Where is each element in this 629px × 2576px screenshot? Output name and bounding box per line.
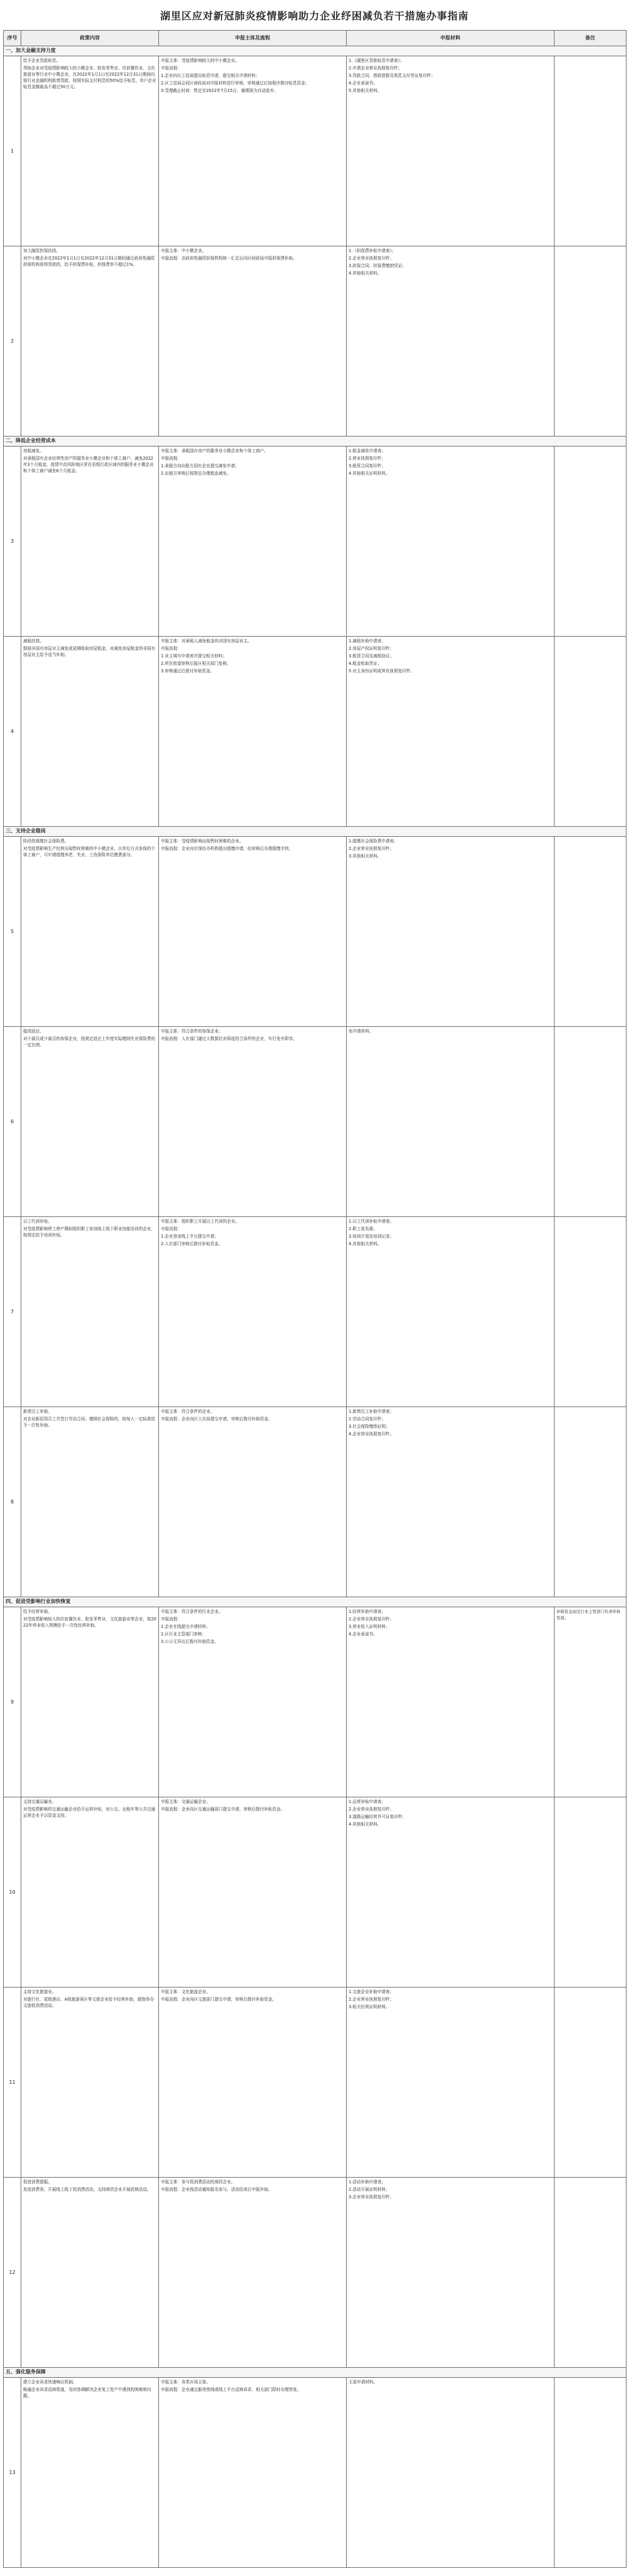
section-heading: 五、强化服务保障: [4, 2368, 626, 2378]
policy-content: [21, 837, 159, 1027]
row-number: 13: [4, 2378, 21, 2568]
row-number: 10: [4, 1797, 21, 1988]
policy-content-line: 对受疫情影响生产经营出现暂时困难的中小微企业、以单位方式参保的个体工商户，可申请缓缴养老、失业、工伤保险单位缴费部分。: [23, 846, 155, 857]
policy-content-line: 新增员工补助。: [23, 1409, 53, 1414]
section-row: [4, 46, 626, 56]
applicant-process: [159, 1217, 347, 1407]
applicant-process: [159, 637, 347, 827]
row-number: 2: [4, 246, 21, 437]
table-row: [4, 447, 626, 637]
application-materials-line: 1.文旅企业补助申请表；: [349, 1989, 394, 1994]
applicant-process-line: 1.承租方向出租方国有企业提交减免申请；: [161, 463, 239, 468]
applicant-process: [159, 447, 347, 637]
application-materials-line: 1.《担保费补贴申请表》；: [349, 248, 396, 253]
application-materials-line: 3.企业营业执照复印件。: [349, 2195, 394, 2200]
table-row: [4, 2378, 626, 2568]
applicant-process: [159, 1988, 347, 2178]
row-number: 8: [4, 1407, 21, 1597]
applicant-process-line: 2.出租方审核后按规定办理租金减免。: [161, 471, 231, 476]
remark: [555, 56, 626, 246]
application-materials: [347, 1407, 555, 1597]
policy-content: [21, 1217, 159, 1407]
application-materials-line: 1.缓缴社会保险费申请表；: [349, 839, 398, 844]
policy-content: [21, 56, 159, 246]
applicant-process-line: 申报主体：组织职工开展以工代训的企业。: [161, 1219, 240, 1224]
applicant-process: [159, 1797, 347, 1988]
policy-content-line: 鼓励非国有房屋业主减免或延期收取房屋租金，对减免房屋租金的非国有房屋业主给予适当补助。: [23, 646, 155, 657]
policy-content: [21, 2178, 159, 2368]
table-row: [4, 1607, 626, 1797]
section-row: [4, 1597, 626, 1607]
applicant-process-line: 申报流程：: [161, 1226, 182, 1231]
applicant-process-line: 申报主体：符合条件的企业。: [161, 1409, 215, 1414]
applicant-process-line: 申报主体：各类市场主体。: [161, 2380, 211, 2385]
application-materials: [347, 1797, 555, 1988]
row-number: 1: [4, 56, 21, 246]
applicant-process-line: 3.公示无异议后拨付补助资金。: [161, 1639, 219, 1644]
applicant-process-line: 申报流程：: [161, 1617, 182, 1622]
application-materials-line: 1.以工代训补贴申请表；: [349, 1219, 394, 1224]
application-materials-line: 3.培训计划及培训记录；: [349, 1234, 394, 1239]
application-materials-line: 4.企业营业执照复印件。: [349, 1432, 394, 1437]
policy-content-line: 帮助企业对受疫情影响较大的小微企业、批发零售业、住宿餐饮业、文化旅游业等行业中小微企业，在2022年1月1日至2022年12月31日期间向银行业金融机构新增贷款，按照实际支付利息的50%给予贴息，单户企业贴息金额最高不超过50万元。: [23, 66, 156, 89]
header-materials: 申报材料: [347, 31, 555, 46]
application-materials-line: 1.活动补助申请表；: [349, 2179, 386, 2185]
applicant-process-line: 申报主体：符合条件的行业企业。: [161, 1609, 223, 1614]
row-number: 6: [4, 1027, 21, 1217]
applicant-process-line: 申报流程：: [161, 646, 182, 651]
application-materials-line: 免申请材料。: [349, 1029, 374, 1034]
application-materials-line: 1.运营补贴申请表；: [349, 1799, 386, 1804]
applicant-process: [159, 246, 347, 437]
applicant-process-line: 申报主体：文化旅游企业。: [161, 1989, 211, 1994]
applicant-process-line: 申报流程：企业向区人社局提交申请，审核后拨付补助资金。: [161, 1417, 273, 1422]
applicant-process-line: 2.区行业主管部门审核；: [161, 1632, 207, 1637]
applicant-process-line: 申报流程：由政府性融资担保机构统一汇总后向区财政局申报担保费补贴。: [161, 256, 297, 261]
application-materials-line: 无需申请材料。: [349, 2380, 378, 2385]
row-number: 9: [4, 1607, 21, 1797]
table-row: [4, 1797, 626, 1988]
policy-content-line: 对承租国有企业经营性房产的服务业小微企业和个体工商户，减免2022年3个月租金，疫情中高风险地区所在县级行政区域内的服务业小微企业和个体工商户减免6个月租金。: [23, 456, 154, 473]
application-materials-line: 3.营业收入证明材料；: [349, 1624, 390, 1629]
policy-content-line: 给予企业贷款贴息。: [23, 58, 61, 63]
application-materials-line: 4.企业承诺书。: [349, 1632, 377, 1637]
header-num: 序号: [4, 31, 21, 46]
application-materials-line: 4.其他相关证明材料。: [349, 471, 390, 476]
table-row: [4, 637, 626, 827]
policy-content-line: 给予经营补助。: [23, 1609, 53, 1614]
policy-content: [21, 246, 159, 437]
policy-content-line: 促进消费提振。: [23, 2179, 53, 2185]
section-heading: 一、加大金融支持力度: [4, 46, 626, 56]
remark: [555, 1217, 626, 1407]
remark: [555, 1797, 626, 1988]
policy-table: [3, 30, 626, 2568]
application-materials: [347, 1027, 555, 1217]
policy-content: [21, 1027, 159, 1217]
applicant-process-line: 申报主体：符合条件的参保企业。: [161, 1029, 223, 1034]
policy-content: [21, 1797, 159, 1988]
remark: [555, 2378, 626, 2568]
policy-content-line: 阶段性缓缴社会保险费。: [23, 839, 69, 844]
policy-content-line: 以工代训补贴。: [23, 1219, 53, 1224]
applicant-process: [159, 1027, 347, 1217]
table-row: [4, 1217, 626, 1407]
application-materials-line: 1.《湖里区贷款贴息申请表》；: [349, 58, 404, 63]
table-row: [4, 1988, 626, 2178]
application-materials-line: 2.职工花名册；: [349, 1226, 377, 1231]
remark: [555, 1607, 626, 1797]
applicant-process-line: 2.区工信局会同区财政局对申报材料进行审核，审核通过后按程序拨付贴息资金；: [161, 81, 310, 86]
applicant-process-line: 2.所在街道审核后报区相关部门复核；: [161, 661, 231, 666]
applicant-process-line: 3.受理截止时间：暂定至2022年7月15日，逾期视为自动放弃。: [161, 88, 279, 93]
application-materials-line: 2.申请企业营业执照复印件；: [349, 66, 402, 71]
policy-content: [21, 447, 159, 637]
table-row: [4, 1027, 626, 1217]
table-row: [4, 837, 626, 1027]
remark: [555, 246, 626, 437]
application-materials-line: 1.经营补助申请表；: [349, 1609, 386, 1614]
policy-content: [21, 1607, 159, 1797]
application-materials-line: 2.企业营业执照复印件；: [349, 256, 394, 261]
application-materials-line: 5.业主身份证明或营业执照复印件。: [349, 669, 415, 674]
applicant-process-line: 申报主体：交通运输企业。: [161, 1799, 211, 1804]
remark: [555, 1988, 626, 2178]
applicant-process-line: 1.企业向区工信局提出贴息申请，提交相关申请材料；: [161, 73, 260, 78]
applicant-process: [159, 56, 347, 246]
application-materials: [347, 1607, 555, 1797]
policy-content-line: 对旅行社、星级酒店、A级旅游景区等文旅企业给予经营补助，鼓励举办文旅促消费活动。: [23, 1997, 154, 2008]
application-materials-line: 2.企业营业执照复印件；: [349, 846, 394, 851]
policy-content-line: 建立企业诉求快速响应机制。: [23, 2380, 77, 2385]
applicant-process-line: 3.审核通过后拨付补助资金。: [161, 669, 215, 674]
policy-content-line: 房租减免。: [23, 448, 44, 453]
application-materials: [347, 1988, 555, 2178]
section-row: [4, 827, 626, 837]
application-materials-line: 1.租金减免申请表；: [349, 448, 386, 453]
application-materials: [347, 56, 555, 246]
application-materials-line: 2.房屋产权证明复印件；: [349, 646, 394, 651]
policy-content: [21, 637, 159, 827]
application-materials-line: 3.其他相关材料。: [349, 854, 382, 859]
applicant-process: [159, 1607, 347, 1797]
remark: [555, 1027, 626, 1217]
section-row: [4, 2368, 626, 2378]
application-materials-line: 3.担保合同、担保费缴纳凭证；: [349, 263, 407, 268]
remark: [555, 1407, 626, 1597]
header-process: 申报主体及流程: [159, 31, 347, 46]
applicant-process-line: 申报流程：企业向区文旅部门提交申请，审核后拨付补助资金。: [161, 1997, 277, 2002]
table-row: [4, 246, 626, 437]
policy-content-line: 对受疫情影响的交通运输企业给予运营补贴，对公交、出租车等公共交通运营企业予以资金支持。: [23, 1807, 155, 1818]
document-title: 湖里区应对新冠肺炎疫情影响助力企业纾困减负若干措施办事指南: [160, 9, 469, 22]
application-materials-line: 2.活动开展证明材料；: [349, 2187, 390, 2192]
policy-content-line: 对企业新招用员工并签订劳动合同、缴纳社会保险的，按每人一定标准给予一次性补助。: [23, 1417, 155, 1428]
application-materials-line: 4.其他相关材料。: [349, 1241, 382, 1246]
applicant-process: [159, 2178, 347, 2368]
row-number: 4: [4, 637, 21, 827]
remark: [555, 637, 626, 827]
application-materials-line: 4.其他相关材料。: [349, 271, 382, 276]
application-materials: [347, 2178, 555, 2368]
policy-content-line: 对受疫情影响停工停产期间组织职工参加线上线下职业技能培训的企业，按规定给予培训补贴。: [23, 1226, 155, 1238]
application-materials-line: 2.营业执照复印件；: [349, 456, 386, 461]
application-materials-line: 3.相关经营证明材料。: [349, 2004, 390, 2009]
application-materials-line: 3.租赁合同及减租协议；: [349, 654, 394, 659]
policy-content-line: 加大融资担保扶持。: [23, 248, 61, 253]
section-heading: 三、支持企业稳岗: [4, 827, 626, 837]
section-row: [4, 437, 626, 447]
application-materials: [347, 447, 555, 637]
header-policy: 政策内容: [21, 31, 159, 46]
applicant-process-line: 申报主体：参与促消费活动的商贸企业。: [161, 2179, 235, 2185]
application-materials-line: 4.企业承诺书；: [349, 81, 377, 86]
policy-content-line: 稳岗返还。: [23, 1029, 44, 1034]
applicant-process-line: 申报主体：对承租人减免租金的非国有房屋业主。: [161, 639, 252, 644]
policy-content-line: 支持文化旅游业。: [23, 1989, 56, 1994]
application-materials-line: 4.租金收取凭证；: [349, 661, 382, 666]
applicant-process-line: 申报流程：企业按活动通知报名参与，活动结束后申报补助。: [161, 2187, 273, 2192]
application-materials-line: 3.租赁合同复印件；: [349, 463, 386, 468]
applicant-process-line: 申报主体：承租国有房产的服务业小微企业和个体工商户。: [161, 448, 268, 453]
policy-content-line: 支持交通运输业。: [23, 1799, 56, 1804]
row-number: 11: [4, 1988, 21, 2178]
policy-content: [21, 1407, 159, 1597]
applicant-process-line: 申报主体：受疫情影响出现暂时困难的企业。: [161, 839, 243, 844]
application-materials-line: 4.其他相关材料。: [349, 1822, 382, 1827]
applicant-process-line: 2.人社部门审核后拨付补贴资金。: [161, 1241, 223, 1246]
policy-content: [21, 2378, 159, 2568]
application-materials-line: 1.减租补助申请表；: [349, 639, 386, 644]
application-materials-line: 1.新增员工补助申请表；: [349, 1409, 394, 1414]
policy-content-line: 畅通企业诉求反映渠道，及时协调解决企业复工复产中遇到的困难和问题。: [23, 2387, 151, 2398]
table-header-row: [4, 31, 626, 46]
policy-content-line: 减租扶持。: [23, 639, 44, 644]
remark: [555, 837, 626, 1027]
row-number: 3: [4, 447, 21, 637]
application-materials-line: 2.企业营业执照复印件；: [349, 1617, 394, 1622]
section-heading: 二、降低企业经营成本: [4, 437, 626, 447]
application-materials-line: 3.道路运输经营许可证复印件；: [349, 1814, 407, 1819]
policy-content-line: 对受疫情影响较大的住宿餐饮业、批发零售业、文化旅游业等企业，按2022年营业收入规模给予一次性经营补助。: [23, 1617, 156, 1628]
applicant-process: [159, 2378, 347, 2568]
remark: [555, 2178, 626, 2368]
policy-content-line: 对中小微企业在2022年1月1日至2022年12月31日期间通过政府性融资担保机构获得贷款的，给予担保费补贴，担保费率不超过1%。: [23, 256, 155, 267]
application-materials-line: 5.其他相关材料。: [349, 88, 382, 93]
section-heading: 四、促进受影响行业加快恢复: [4, 1597, 626, 1607]
application-materials-line: 2.劳动合同复印件；: [349, 1417, 386, 1422]
header-remark: 备注: [555, 31, 626, 46]
row-number: 5: [4, 837, 21, 1027]
policy-content: [21, 1988, 159, 2178]
application-materials: [347, 837, 555, 1027]
applicant-process-line: 申报主体：中小微企业。: [161, 248, 207, 253]
applicant-process-line: 申报流程：企业通过服务热线或线上平台反映诉求，相关部门限时办理答复。: [161, 2387, 302, 2392]
applicant-process-line: 1.企业登录线上平台提交申请；: [161, 1234, 219, 1239]
applicant-process-line: 1.企业在线提交申请材料；: [161, 1624, 210, 1629]
table-row: [4, 2178, 626, 2368]
applicant-process-line: 申报流程：企业向区交通运输部门提交申请，审核后拨付补贴资金。: [161, 1807, 285, 1812]
application-materials-line: 3.贷款合同、借款借据及利息支付凭证复印件；: [349, 73, 436, 78]
remark-line: 补助资金由区行业主管部门负责审核发放。: [556, 1609, 621, 1620]
remark: [555, 447, 626, 637]
row-number: 7: [4, 1217, 21, 1407]
applicant-process-line: 1.业主填写申请表并提交相关材料；: [161, 654, 227, 659]
application-materials: [347, 637, 555, 827]
policy-content-line: 发放消费券，开展线上线下促消费活动，支持商贸企业开展促销活动。: [23, 2187, 151, 2192]
table-row: [4, 56, 626, 246]
application-materials: [347, 246, 555, 437]
table-row: [4, 1407, 626, 1597]
application-materials: [347, 1217, 555, 1407]
application-materials-line: 3.社会保险缴纳证明；: [349, 1424, 390, 1429]
applicant-process: [159, 837, 347, 1027]
application-materials: [347, 2378, 555, 2568]
applicant-process-line: 申报流程：人社部门通过大数据比对筛选符合条件的企业，实行免申即享。: [161, 1036, 297, 1041]
applicant-process: [159, 1407, 347, 1597]
row-number: 12: [4, 2178, 21, 2368]
application-materials-line: 2.企业营业执照复印件；: [349, 1997, 394, 2002]
table-body: [4, 46, 626, 2568]
policy-content-line: 对不裁员或少裁员的参保企业，按规定返还上年度实际缴纳失业保险费的一定比例。: [23, 1036, 155, 1048]
applicant-process-line: 申报流程：: [161, 66, 182, 71]
applicant-process-line: 申报主体：受疫情影响较大的中小微企业。: [161, 58, 240, 63]
application-materials-line: 2.企业营业执照复印件；: [349, 1807, 394, 1812]
applicant-process-line: 申报流程：企业向社保经办机构提出缓缴申请，经审核后办理缓缴手续。: [161, 846, 293, 851]
applicant-process-line: 申报流程：: [161, 456, 182, 461]
